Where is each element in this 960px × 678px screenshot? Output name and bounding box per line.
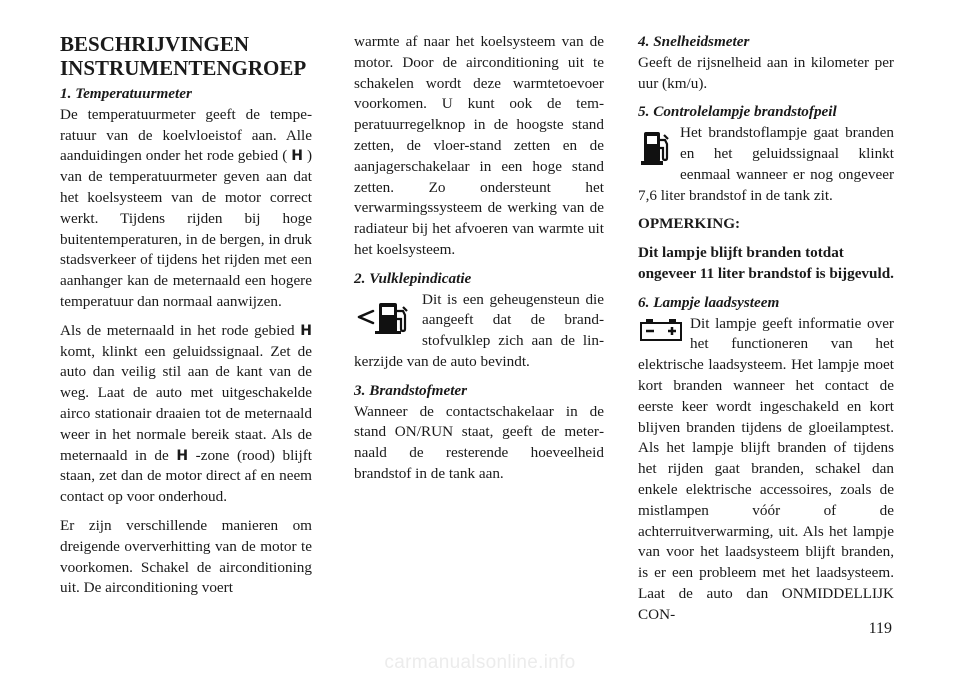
paragraph-snelheidsmeter: Geeft de rijsnelheid aan in kilometer per uur (km/u). — [638, 53, 894, 92]
h-letter: H — [291, 148, 303, 165]
h-letter: H — [300, 322, 313, 339]
paragraph-vulklepindicatie: Dit is een geheugensteun die aangeeft dat de brandstofvulklep zich aan de linkerzijde van de auto bevindt. — [354, 290, 604, 370]
note-text: Dit lampje blijft branden totdat ongeveer 11 liter brandstof is bijgevuld. — [638, 244, 894, 282]
paragraph-rode-gebied: Als de meternaald in het rode gebied H komt, klinkt een geluidssignaal. Zet de auto dan veilig stil aan de kant van de weg. Laat de auto met uitgeschakelde airco stationair draaien tot de meternaald weer in het normale bereik staat. Als de meternaald in de H -zone (rood) blijft staan, zet dan de motor direct af en neem contact op voor onderhoud. — [60, 321, 313, 506]
column-3 — [638, 32, 894, 634]
fuel-pump-icon — [638, 125, 674, 171]
fuel-door-left-icon — [354, 292, 416, 342]
heading-temperatuurmeter: 1. Temperatuurmeter — [60, 85, 192, 102]
heading-lampje-laadsysteem: 6. Lampje laadsysteem — [638, 293, 780, 311]
footer-watermark[interactable]: carmanualsonline.info — [384, 652, 576, 673]
paragraph-brandstofpeil: Het brandstoflampje gaat branden en het geluidssignaal klinkt eenmaal wanneer er nog ongeveer 7,6 liter brandstof in de tank zit. — [638, 124, 894, 204]
h-letter: H — [176, 447, 189, 464]
note-label: OPMERKING: — [638, 215, 741, 233]
battery-icon — [638, 317, 684, 343]
column-1 — [60, 32, 312, 607]
page-number: 119 — [868, 620, 892, 637]
paragraph-brandstofmeter: Wanneer de contactschakelaar in de stand ON/RUN staat, geeft de meternaald de resterende hoeveelheid brandstof in de tank aan. — [354, 402, 604, 482]
heading-brandstofmeter: 3. Brandstofmeter — [354, 381, 468, 399]
heading-snelheidsmeter: 4. Snelheidsmeter — [638, 33, 750, 50]
paragraph-laadsysteem: Dit lampje geeft informatie over het functioneren van het elektrische laadsysteem. Het lampje moet kort branden wanneer het contact de eerste keer wordt ingeschakeld en kort blijven branden tijdens de gloeilamptest. Als het lampje blijft branden of tijdens het rijden gaat branden, schakel dan enkele elektrische accessoires, zoals de mistlampen vóór of de achterruitverwarming, uit. Als het lampje van voor het laadsysteem blijft branden, is er een probleem met het laadsysteem. Laat de auto dan ONMIDDELLIJK CON- — [638, 314, 894, 623]
paragraph-temperatuurmeter: De temperatuurmeter geeft de temperatuur van de koelvloeistof aan. Alle aanduidingen onder het rode gebied ( H ) van de temperatuurmeter geven aan dat het koelsysteem van de motor correct werkt. Tijdens rijden bij hoge buitentemperaturen, in de bergen, in druk stadsverkeer of tijdens het rijden met een aanhanger kan de meternaald een hogere temperatuur dan normaal aanwijzen. — [60, 105, 313, 310]
paragraph-warmte: warmte af naar het koelsysteem van de motor. Door de airconditioning uit te schakelen wordt deze warmtetoevoer voorkomen. U kunt ook de temperatuurregelknop in de hoogste stand zetten, de vloer-stand zetten en de aanjagerschakelaar in een hoge stand zetten. Zo ondersteunt het verwarmingssysteem de werking van de radiateur bij het afvoeren van warmte uit het koelsysteem. — [354, 33, 604, 258]
column-2 — [354, 32, 604, 493]
heading-controlelampje-brandstofpeil: 5. Controlelampje brandstofpeil — [638, 103, 837, 121]
section-title: BESCHRIJVINGEN INSTRUMENTENGROEP — [60, 32, 307, 80]
paragraph-oververhitting: Er zijn verschillende manieren om dreigende oververhitting van de motor te voorkomen. Schakel de airconditioning uit. De airconditioning voert — [60, 516, 312, 597]
heading-vulklepindicatie: 2. Vulklepindicatie — [354, 269, 472, 287]
